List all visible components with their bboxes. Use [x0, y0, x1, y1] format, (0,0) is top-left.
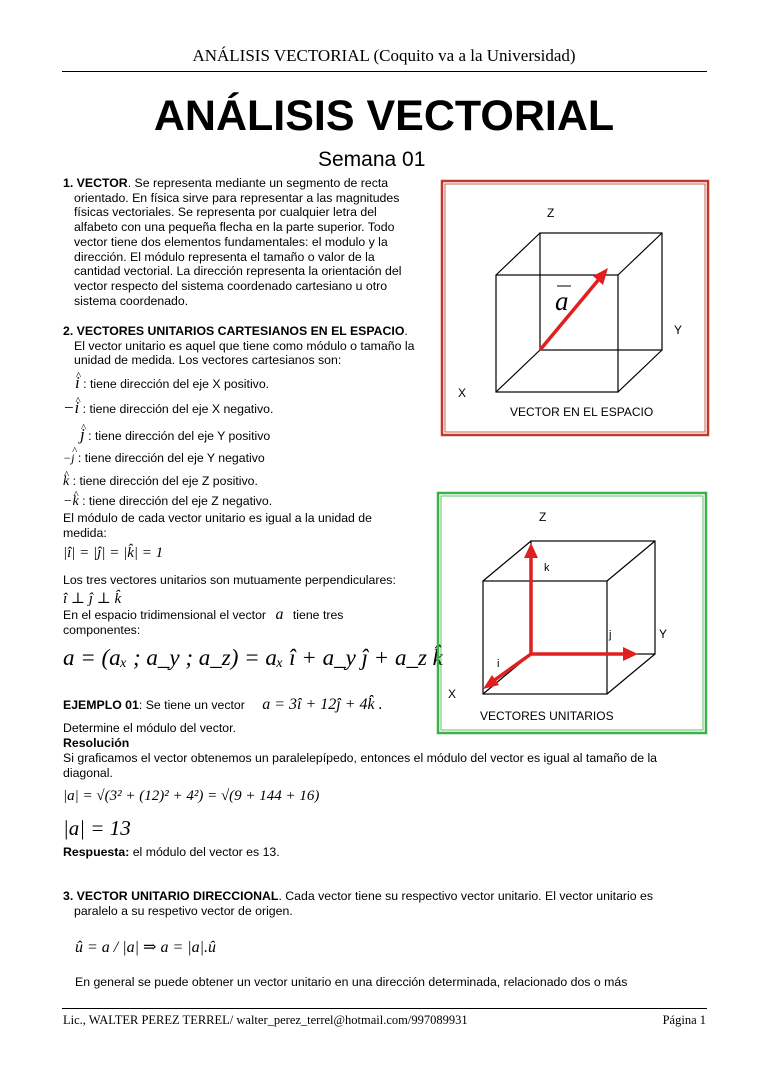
section-2-heading: 2. VECTORES UNITARIOS CARTESIANOS EN EL ESPACIO. El vector unitario es aquel que tiene como módulo o tamaño la unidad de medida. Los vectores cartesianos son: [63, 324, 415, 368]
modulus-result: |a| = 13 [63, 816, 131, 840]
footer-author: Lic., WALTER PEREZ TERREL/ walter_perez_terrel@hotmail.com/997089931 [63, 1013, 468, 1027]
week-label: Semana 01 [318, 148, 426, 171]
unit-vector-item: −^ i : tiene dirección del eje X negativo. [63, 401, 273, 417]
unit-vector-item: −^ j : tiene dirección del eje Y negativo [63, 451, 265, 466]
figure-2-border [438, 493, 706, 733]
figure-1-caption: VECTOR EN EL ESPACIO [510, 405, 654, 419]
unit-vector-item: −^ k : tiene dirección del eje Z negativo. [63, 494, 272, 510]
label-j: j [609, 629, 612, 641]
label-k: k [544, 562, 550, 574]
components-equation: a = (aₓ ; a_y ; a_z) = aₓ î + a_y ĵ + a_z k̂ [63, 645, 443, 670]
vector-a-arrow [540, 272, 605, 350]
vector-a-label: a [555, 286, 569, 316]
components-text: En el espacio tridimensional el vector a tiene tres componentes: [63, 606, 344, 637]
figure-vector-in-space [440, 179, 710, 437]
unit-vector-i [489, 654, 531, 684]
unit-vector-item: ^ j : tiene dirección del eje Y positivo [80, 428, 270, 444]
answer: Respuesta: el módulo del vector es 13. [63, 845, 280, 859]
axis-label-x: X [448, 687, 457, 701]
axis-label-y: Y [659, 627, 668, 641]
page-title: ANÁLISIS VECTORIAL [153, 92, 615, 140]
section-1: 1. VECTOR. Se representa mediante un segmento de recta orientado. En física sirve para representar a las magnitudes físicas vectoriales. Se representa por cualquier letra del alfabeto con una pequeña flecha en la parte superior. Todo vector tiene dos elementos fundamentales: el modulo y la dirección. El módulo representa el tamaño o valor de la cantidad vectorial. La dirección representa la orientación del vector respecto del sistema coordenado cartesiano u otro sistema coordenado. [63, 176, 402, 308]
modulo-equation: |î| = |ĵ| = |k̂| = 1 [63, 545, 164, 561]
section-3: 3. VECTOR UNITARIO DIRECCIONAL. Cada vector tiene su respectivo vector unitario. El vector unitario es paralelo a su respetivo vector de origen. [63, 889, 653, 918]
running-header: ANÁLISIS VECTORIAL (Coquito va a la Universidad) [192, 46, 576, 65]
unit-vector-item: ^ k : tiene dirección del eje Z positivo. [63, 474, 258, 490]
axis-label-y: Y [674, 323, 683, 337]
section-1-heading: 1. VECTOR [63, 176, 128, 190]
cube-wireframe [496, 233, 662, 392]
unit-vector-j-arrowhead [623, 647, 638, 661]
figure-unit-vectors [436, 491, 708, 735]
modulo-text: El módulo de cada vector unitario es igual a la unidad de medida: [63, 511, 372, 540]
section-3-heading: 3. VECTOR UNITARIO DIRECCIONAL [63, 889, 279, 903]
resolution-heading: Resolución [63, 736, 130, 750]
perp-text: Los tres vectores unitarios son mutuamente perpendiculares: [63, 573, 396, 587]
modulus-equation: |a| = √(3² + (12)² + 4²) = √(9 + 144 + 16) [63, 788, 320, 804]
section-3-continuation: En general se puede obtener un vector unitario en una dirección determinada, relacionado dos o más [75, 975, 628, 989]
unit-vector-item: ^ i : tiene dirección del eje X positivo. [75, 376, 269, 392]
example-question: Determine el módulo del vector. [63, 721, 236, 735]
figure-2-caption: VECTORES UNITARIOS [480, 709, 614, 723]
axis-label-z: Z [539, 510, 547, 524]
footer-rule [62, 1008, 707, 1009]
resolution-text: Si graficamos el vector obtenemos un paralelepípedo, entonces el módulo del vector es igual al tamaño de la diagonal. [63, 751, 658, 780]
example-statement: EJEMPLO 01: Se tiene un vector a = 3î + 12ĵ + 4k̂ . [63, 696, 383, 713]
label-i: i [497, 658, 500, 670]
unit-vector-equation: û = a / |a| ⇒ a = |a|.û [75, 939, 217, 956]
header-rule [62, 71, 707, 72]
axis-label-x: X [458, 386, 467, 400]
axis-label-z: Z [547, 206, 555, 220]
perp-equation: î ⊥ ĵ ⊥ k̂ [63, 591, 122, 607]
page-number: Página 1 [662, 1013, 706, 1027]
